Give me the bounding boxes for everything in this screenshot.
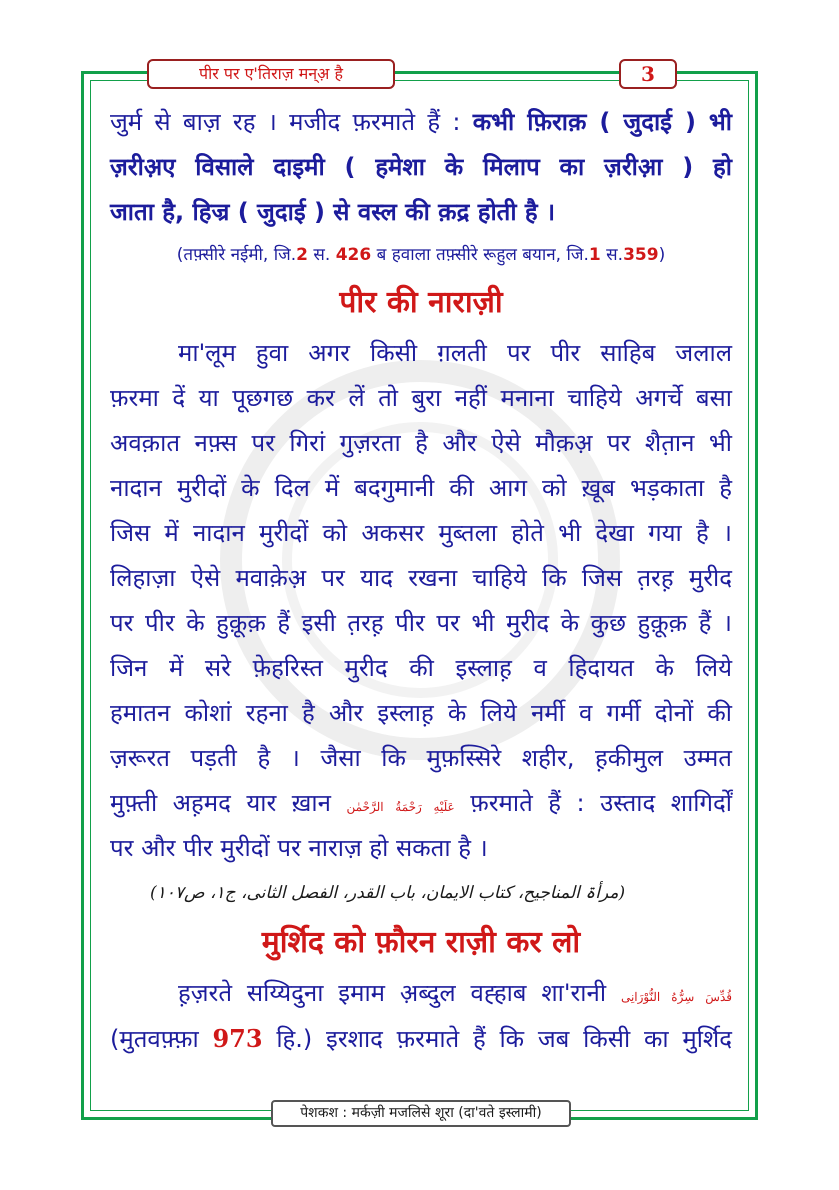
footer-credit: पेशकश : मर्कज़ी मजलिसे शूरा (दा'वते इस्लामी) bbox=[271, 1100, 571, 1127]
paragraph-line-with-honorific: ह़ज़रते सय्यिदुना इमाम अ़ब्दुल वह्हाब शा'रानी قُدِّسَ سِرُّهُ النُّوْرَانِی bbox=[178, 979, 732, 1007]
paragraph-line: (मुतवफ़्फ़ा 973 हि.) इरशाद फ़रमाते हैं कि जब किसी का मुर्शिद bbox=[110, 1024, 732, 1053]
honorific-arabic: عَلَيْهِ رَحْمَةُ الرَّحْمٰن bbox=[346, 800, 455, 814]
paragraph-line: जिस में नादान मुरीदों को अकसर मुब्तला होते भी देखा गया है । bbox=[110, 519, 732, 547]
body-line-3: जाता है, हिज्र ( जुदाई ) से वस्ल की क़द्र होती है । bbox=[110, 198, 556, 226]
heading-murshid-ko-fauran: मुर्शिद को फ़ौरन राज़ी कर लो bbox=[261, 925, 581, 960]
paragraph-line: ज़रूरत पड़ती है । जैसा कि मुफ़स्सिरे शहीर, ह़कीमुल उम्मत bbox=[110, 744, 732, 772]
paragraph-line: अवक़ात नफ़्स पर गिरां गुज़रता है और ऐसे मौक़अ़ पर शैत़ान भी bbox=[110, 429, 732, 457]
paragraph-line: फ़रमा दें या पूछगछ कर लें तो बुरा नहीं मनाना चाहिये अगर्चे बसा bbox=[110, 384, 732, 412]
page-content bbox=[110, 100, 732, 1090]
paragraph-line: जिन में सरे फ़ेहरिस्त मुरीद की इस्लाह़ व हिदायत के लिये bbox=[110, 654, 732, 682]
paragraph-line: पर पीर के हुक़ूक़ हैं इसी त़रह़ पीर पर भी मुरीद के कुछ हुक़ूक़ हैं । bbox=[110, 609, 732, 637]
page-number: 3 bbox=[619, 59, 677, 89]
honorific-arabic: قُدِّسَ سِرُّهُ النُّوْرَانِی bbox=[620, 990, 732, 1004]
body-line-2: ज़रीअ़ए विसाले दाइमी ( हमेशा के मिलाप का ज़रीआ़ ) हो bbox=[110, 153, 732, 181]
paragraph-line: पर और पीर मुरीदों पर नाराज़ हो सकता है । bbox=[110, 834, 488, 862]
paragraph-line: नादान मुरीदों के दिल में बदगुमानी की आग को ख़ूब भड़काता है bbox=[110, 474, 732, 502]
header-title: पीर पर ए'तिराज़ मन्अ़ है bbox=[147, 59, 395, 89]
reference-2-arabic: (مرأۃ المناجیح، کتاب الایمان، باب القدر، الفصل الثانی، ج۱، ص۱۰۷) bbox=[150, 883, 626, 903]
paragraph-line: मा'लूम हुवा अगर किसी ग़लती पर पीर साहिब जलाल bbox=[178, 339, 732, 367]
heading-pir-ki-narazi: पीर की नाराज़ी bbox=[339, 285, 503, 320]
body-line-1: जुर्म से बाज़ रह । मजीद फ़रमाते हैं : कभी फ़िराक़ ( जुदाई ) भी bbox=[110, 108, 732, 136]
reference-1: (तफ़्सीरे नईमी, जि.2 स. 426 ब हवाला तफ़्सीरे रूहुल बयान, जि.1 स.359) bbox=[176, 245, 666, 265]
paragraph-line-with-honorific: मुफ़्ती अह़मद यार ख़ान عَلَيْهِ رَحْمَةُ الرَّحْمٰن फ़रमाते हैं : उस्ताद शागिर्दों bbox=[110, 789, 732, 817]
paragraph-line: लिहाज़ा ऐसे मवाक़ेअ़ पर याद रखना चाहिये कि जिस त़रह़ मुरीद bbox=[110, 564, 732, 592]
paragraph-line: हमातन कोशां रहना है और इस्लाह़ के लिये नर्मी व गर्मी दोनों की bbox=[110, 699, 732, 727]
